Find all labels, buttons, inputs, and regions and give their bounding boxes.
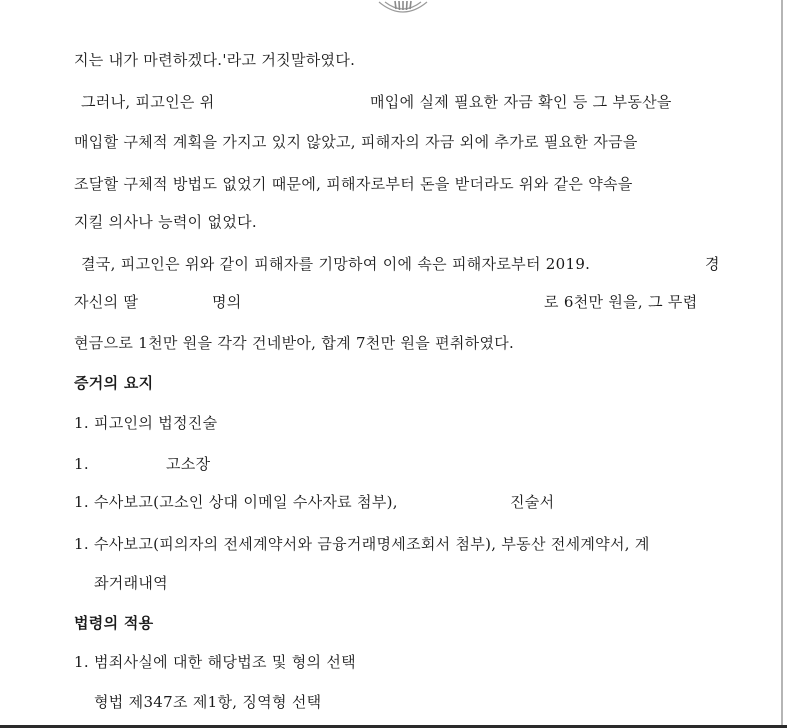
body-line: 매입할 구체적 계획을 가지고 있지 않았고, 피해자의 자금 외에 추가로 필요한 자금을 <box>74 133 638 151</box>
body-line: 그러나, 피고인은 위 <box>81 93 215 111</box>
evidence-item: 1. 수사보고(피의자의 전세계약서와 금융거래명세조회서 첨부), 부동산 전세계약서, 계 <box>74 535 650 553</box>
evidence-item: 좌거래내역 <box>94 574 168 592</box>
court-seal-emblem <box>373 0 433 16</box>
body-line: 결국, 피고인은 위와 같이 피해자를 기망하여 이에 속은 피해자로부터 2019. <box>81 255 591 273</box>
body-line: 명의 <box>212 293 242 311</box>
law-item: 1. 범죄사실에 대한 해당법조 및 형의 선택 <box>74 653 356 671</box>
body-line: 지킬 의사나 능력이 없었다. <box>74 213 257 231</box>
body-line: 매입에 실제 필요한 자금 확인 등 그 부동산을 <box>370 93 672 111</box>
body-line: 지는 내가 마련하겠다.'라고 거짓말하였다. <box>74 51 356 69</box>
section-heading-evidence: 증거의 요지 <box>74 374 154 392</box>
body-line: 현금으로 1천만 원을 각각 건네받아, 합계 7천만 원을 편취하였다. <box>74 334 515 352</box>
body-line: 조달할 구체적 방법도 없었기 때문에, 피해자로부터 돈을 받더라도 위와 같은 약속을 <box>74 175 633 193</box>
body-line: 로 6천만 원을, 그 무렵 <box>544 293 698 311</box>
evidence-item: 1. 수사보고(고소인 상대 이메일 수사자료 첨부), <box>74 493 398 511</box>
evidence-item: 고소장 <box>166 455 211 473</box>
section-heading-law: 법령의 적용 <box>74 614 154 632</box>
body-line: 경 <box>705 255 720 273</box>
law-item: 형법 제347조 제1항, 징역형 선택 <box>94 693 322 711</box>
body-line: 자신의 딸 <box>74 293 139 311</box>
evidence-item: 진술서 <box>510 493 555 511</box>
page-right-border <box>781 0 783 728</box>
evidence-item: 1. <box>74 455 89 473</box>
evidence-item: 1. 피고인의 법정진술 <box>74 414 218 432</box>
